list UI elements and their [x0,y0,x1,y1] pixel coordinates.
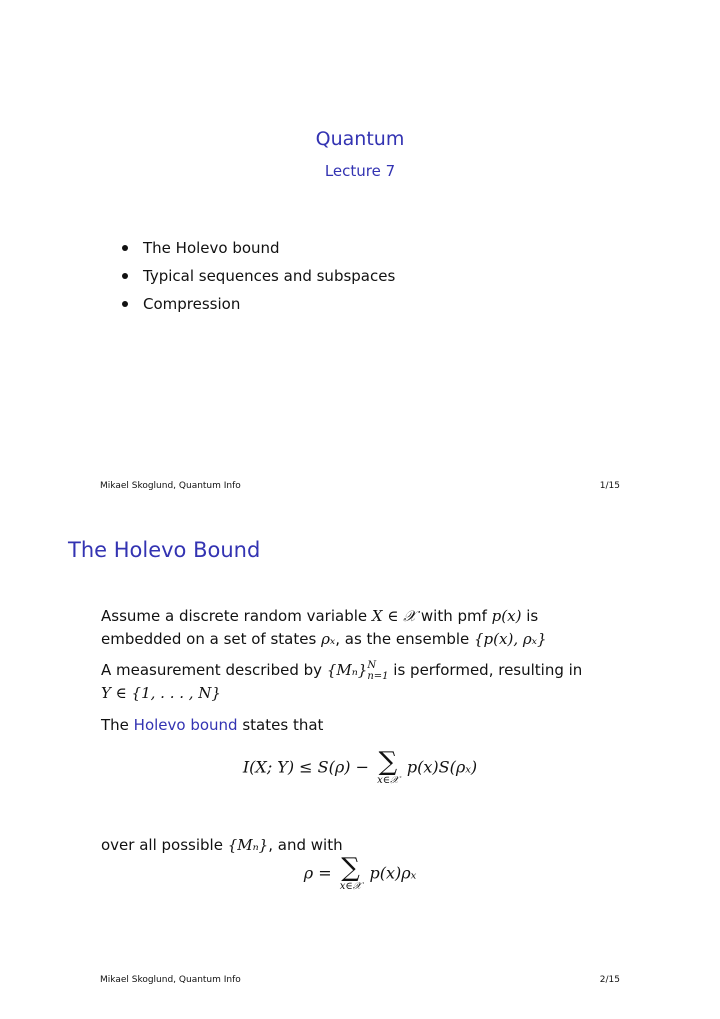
text: states that [237,716,324,734]
text: over all possible [101,836,228,854]
footer-author: Mikael Skoglund, Quantum Info [100,481,241,491]
math-sub: n=1 [367,670,389,682]
slide-1 [0,0,720,509]
presentation-title: Quantum [315,128,405,150]
paragraph-over-all [101,834,343,857]
equation-rho [0,855,720,893]
footer-page-number: 2/15 [599,975,620,985]
list-item [120,290,395,318]
math-inline: ρₓ [321,630,336,648]
paragraph-ensemble [101,605,547,651]
equation-holevo-bound [0,749,720,787]
eq-right: p(x)S(ρₓ) [406,757,478,777]
sum-index: x∈𝒳 [339,881,362,892]
text: Assume a discrete random variable [101,607,372,625]
list-item-text: The Holevo bound [143,239,280,257]
math-sup: N [367,659,377,671]
paragraph-measurement [101,659,582,705]
sum-index: x∈𝒳 [377,775,399,786]
summation [377,749,399,787]
eq-left: I(X; Y) ≤ S(ρ) − [242,757,370,777]
text: is [521,607,539,625]
math-inline: p(x) [491,607,522,625]
math-inline: Y ∈ {1, . . . , N} [101,684,221,702]
bullet-dot-icon [122,273,128,279]
slide-2 [0,509,720,1019]
list-item [120,234,395,262]
bullet-dot-icon [122,245,128,251]
math-inline: {Mₙ} [227,836,269,854]
math-inline: {Mₙ} [326,661,368,679]
eq-left: ρ = [303,863,332,883]
math-inline: {p(x), ρₓ} [474,630,547,648]
eq-right: p(x)ρₓ [369,863,417,883]
text: , and with [268,836,343,854]
frame-title: The Holevo Bound [68,538,261,562]
text: The [101,716,134,734]
text: embedded on a set of states [101,630,322,648]
bullet-dot-icon [122,301,128,307]
list-item-text: Compression [143,295,241,313]
text: is performed, resulting in [388,661,583,679]
sum-symbol: ∑ [341,853,360,883]
text: with pmf [416,607,492,625]
footer-author: Mikael Skoglund, Quantum Info [100,975,241,985]
paragraph-holevo [101,714,323,737]
list-item-text: Typical sequences and subspaces [143,267,396,285]
summation [340,855,362,893]
sum-symbol: ∑ [378,747,398,777]
math-inline: X ∈ 𝒳 [371,607,417,625]
presentation-subtitle: Lecture 7 [324,162,396,180]
list-item [120,262,395,290]
outline-list [120,234,395,318]
footer-page-number: 1/15 [599,481,620,491]
text: , as the ensemble [335,630,475,648]
holevo-bound-highlight: Holevo bound [133,716,238,734]
text: A measurement described by [101,661,327,679]
